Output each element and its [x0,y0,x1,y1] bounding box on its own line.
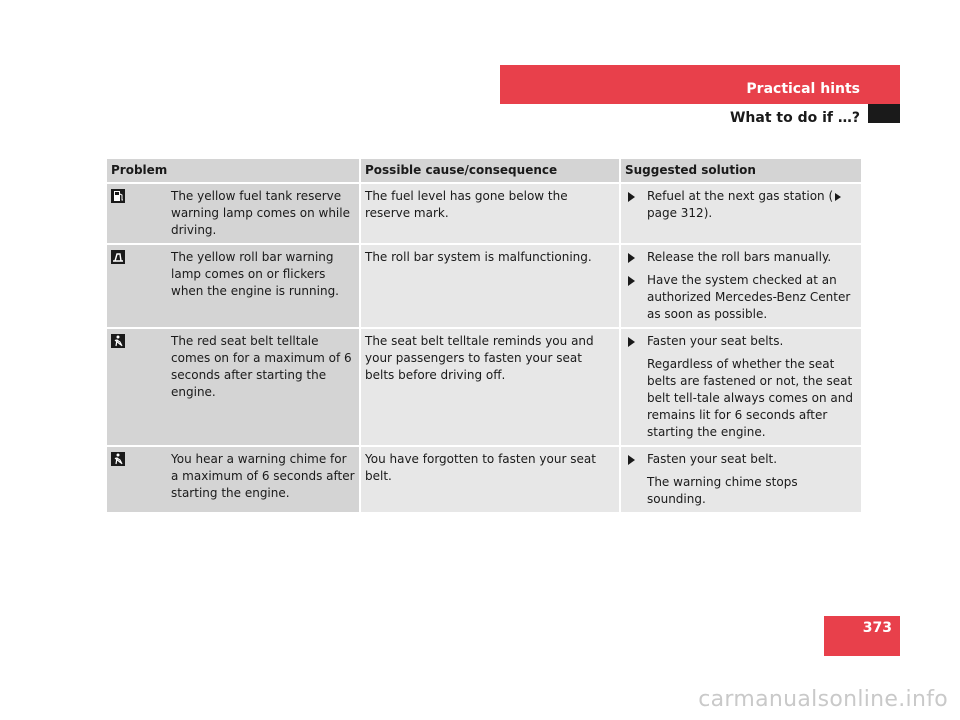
row-icon-cell [107,244,167,328]
watermark: carmanualsonline.info [698,687,948,712]
step-text: Fasten your seat belts. [647,334,784,348]
solution-cell [620,446,861,513]
table-row [107,446,861,513]
page-reference[interactable]: page 312). [647,206,713,220]
problem-cell: The yellow fuel tank reserve warning lamp comes on while driving. [167,183,360,244]
solution-step [625,451,857,468]
step-text: Release the roll bars manually. [647,250,832,264]
solution-step [625,249,857,266]
table-row [107,328,861,446]
solution-step [625,188,857,222]
step-text: Have the system checked at an authorized Mercedes-Benz Center as soon as possible. [647,273,851,321]
step-arrow-icon [628,253,635,263]
row-icon-cell [107,328,167,446]
header-cause: Possible cause/consequence [360,159,620,183]
problem-cell: The yellow roll bar warning lamp comes on or flickers when the engine is running. [167,244,360,328]
solution-note: Regardless of whether the seat belts are fastened or not, the seat belt tell-tale always comes on and remains lit for 6 seconds after starting the engine. [647,357,853,439]
step-arrow-icon [628,276,635,286]
problem-cell: The red seat belt telltale comes on for a maximum of 6 seconds after starting the engine. [167,328,360,446]
corner-block [868,104,900,123]
page-number: 373 [862,620,892,636]
seat-belt-icon [111,337,125,351]
table-row [107,183,861,244]
solution-cell [620,244,861,328]
page-number-box [824,616,900,656]
step-text: Fasten your seat belt. [647,452,778,466]
cause-cell: The fuel level has gone below the reserve mark. [360,183,620,244]
solution-cell [620,328,861,446]
step-arrow-icon [628,192,635,202]
step-arrow-icon [628,337,635,347]
page-reference-icon [835,193,841,201]
step-arrow-icon [628,455,635,465]
cause-cell: The seat belt telltale reminds you and your passengers to fasten your seat belts before driving off. [360,328,620,446]
subsection-title: What to do if …? [729,110,860,126]
header-solution: Suggested solution [620,159,861,183]
solution-step [625,333,857,350]
fuel-pump-icon [111,192,125,206]
row-icon-cell [107,446,167,513]
cause-cell: The roll bar system is malfunctioning. [360,244,620,328]
table-row [107,244,861,328]
section-title: Practical hints [746,81,860,97]
problem-cell: You hear a warning chime for a maximum of 6 seconds after starting the engine. [167,446,360,513]
solution-step [625,272,857,323]
hints-table [107,159,861,514]
solution-note: The warning chime stops sounding. [647,475,798,506]
row-icon-cell [107,183,167,244]
step-text: Refuel at the next gas station ( [647,189,834,203]
seat-belt-icon [111,455,125,469]
header-problem: Problem [107,159,360,183]
table-header-row [107,159,861,183]
roll-bar-icon [111,253,125,267]
solution-cell [620,183,861,244]
cause-cell: You have forgotten to fasten your seat belt. [360,446,620,513]
